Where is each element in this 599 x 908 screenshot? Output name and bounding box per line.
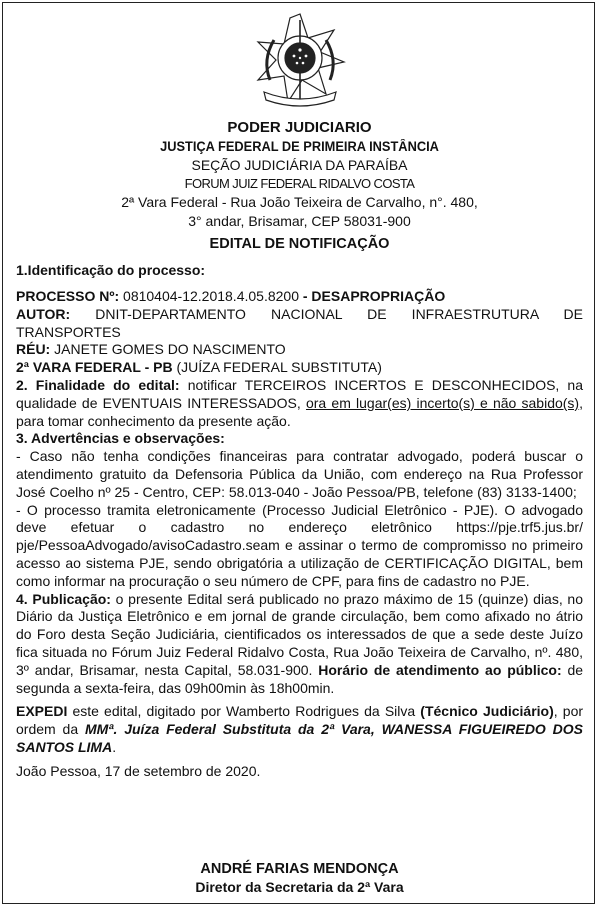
process-line: PROCESSO Nº: 0810404-12.2018.4.05.8200 - DESAPROPRIAÇÃO xyxy=(16,288,446,304)
document-title: EDITAL DE NOTIFICAÇÃO xyxy=(209,236,390,252)
section2-paragraph: 2. Finalidade do edital: notificar TERCEIROS INCERTOS E DESCONHECIDOS, na qualidade de EVENTUAIS INTERESSADOS, ora em lugar(es) incerto(s) e não sabido(s), para tomar conhecimento da presente ação. xyxy=(16,376,583,429)
section3-item-2: - O processo tramita eletronicamente (Processo Judicial Eletrônico - PJE). O advogado deve efetuar o cadastro no endereço eletrônico https://pje.trf5.jus.br/ pje/PessoaAdvogado/avisoCadastro.seam e assinar o termo de compromisso no primeiro acesso ao sistema PJE, sendo obrigatória a utilização de CERTIFICAÇÃO DIGITAL, bem como informar na procuração o seu número de CPF, para fins de cadastro no PJE. xyxy=(16,501,583,589)
signature-name: ANDRÉ FARIAS MENDONÇA xyxy=(200,861,399,877)
vara-line: 2ª VARA FEDERAL - PB (JUÍZA FEDERAL SUBSTITUTA) xyxy=(16,359,382,376)
coat-of-arms-icon xyxy=(250,10,350,110)
signature-role: Diretor da Secretaria da 2ª Vara xyxy=(195,879,404,895)
section3-item-1: - Caso não tenha condições financeiras para contratar advogado, poderá buscar o atendimento gratuito da Defensoria Pública da União, com endereço na Rua Professor José Coelho nº 25 - Centro, CEP: 58.013-040 - João Pessoa/PB, telefone (83) 3133-1400; xyxy=(16,448,583,500)
process-block xyxy=(16,288,583,781)
section3-heading: 3. Advertências e observações: xyxy=(16,430,225,447)
expedi-paragraph: EXPEDI este edital, digitado por Wamberto Rodrigues da Silva (Técnico Judiciário), por ordem da MMª. Juíza Federal Substituta da 2ª Vara, WANESSA FIGUEIREDO DOS SANTOS LIMA. xyxy=(16,703,584,755)
author-line: AUTOR: DNIT-DEPARTAMENTO NACIONAL DE INFRAESTRUTURA DE TRANSPORTES xyxy=(16,305,584,340)
header-address-2: 3° andar, Brisamar, CEP 58031-900 xyxy=(188,213,411,229)
reu-line: RÉU: JANETE GOMES DO NASCIMENTO xyxy=(16,341,286,358)
header-address-1: 2ª Vara Federal - Rua João Teixeira de Carvalho, n°. 480, xyxy=(121,194,478,210)
header-line-4: FORUM JUIZ FEDERAL RIDALVO COSTA xyxy=(184,176,415,191)
date-line: João Pessoa, 17 de setembro de 2020. xyxy=(16,762,261,779)
header-line-2: JUSTIÇA FEDERAL DE PRIMEIRA INSTÂNCIA xyxy=(160,139,439,154)
header-line-3: SEÇÃO JUDICIÁRIA DA PARAÍBA xyxy=(191,157,408,173)
section1-heading: 1.Identificação do processo: xyxy=(16,262,206,278)
section4-paragraph: 4. Publicação: o presente Edital será publicado no prazo máximo de 15 (quinze) dias, no Diário da Justiça Eletrônico e em jornal de grande circulação, bem como afixado no átrio do Foro desta Seção Judiciária, cientificados os interessados de que a sede deste Juízo fica situada no Fórum Juiz Federal Ridalvo Costa, Rua João Teixeira de Carvalho, nº. 480, 3º andar, Brisamar, nesta Capital, 58.031-900. Horário de atendimento ao público: de segunda a sexta-feira, das 09h00min às 18h00min. xyxy=(16,590,584,696)
header-line-1: PODER JUDICIARIO xyxy=(227,119,372,136)
